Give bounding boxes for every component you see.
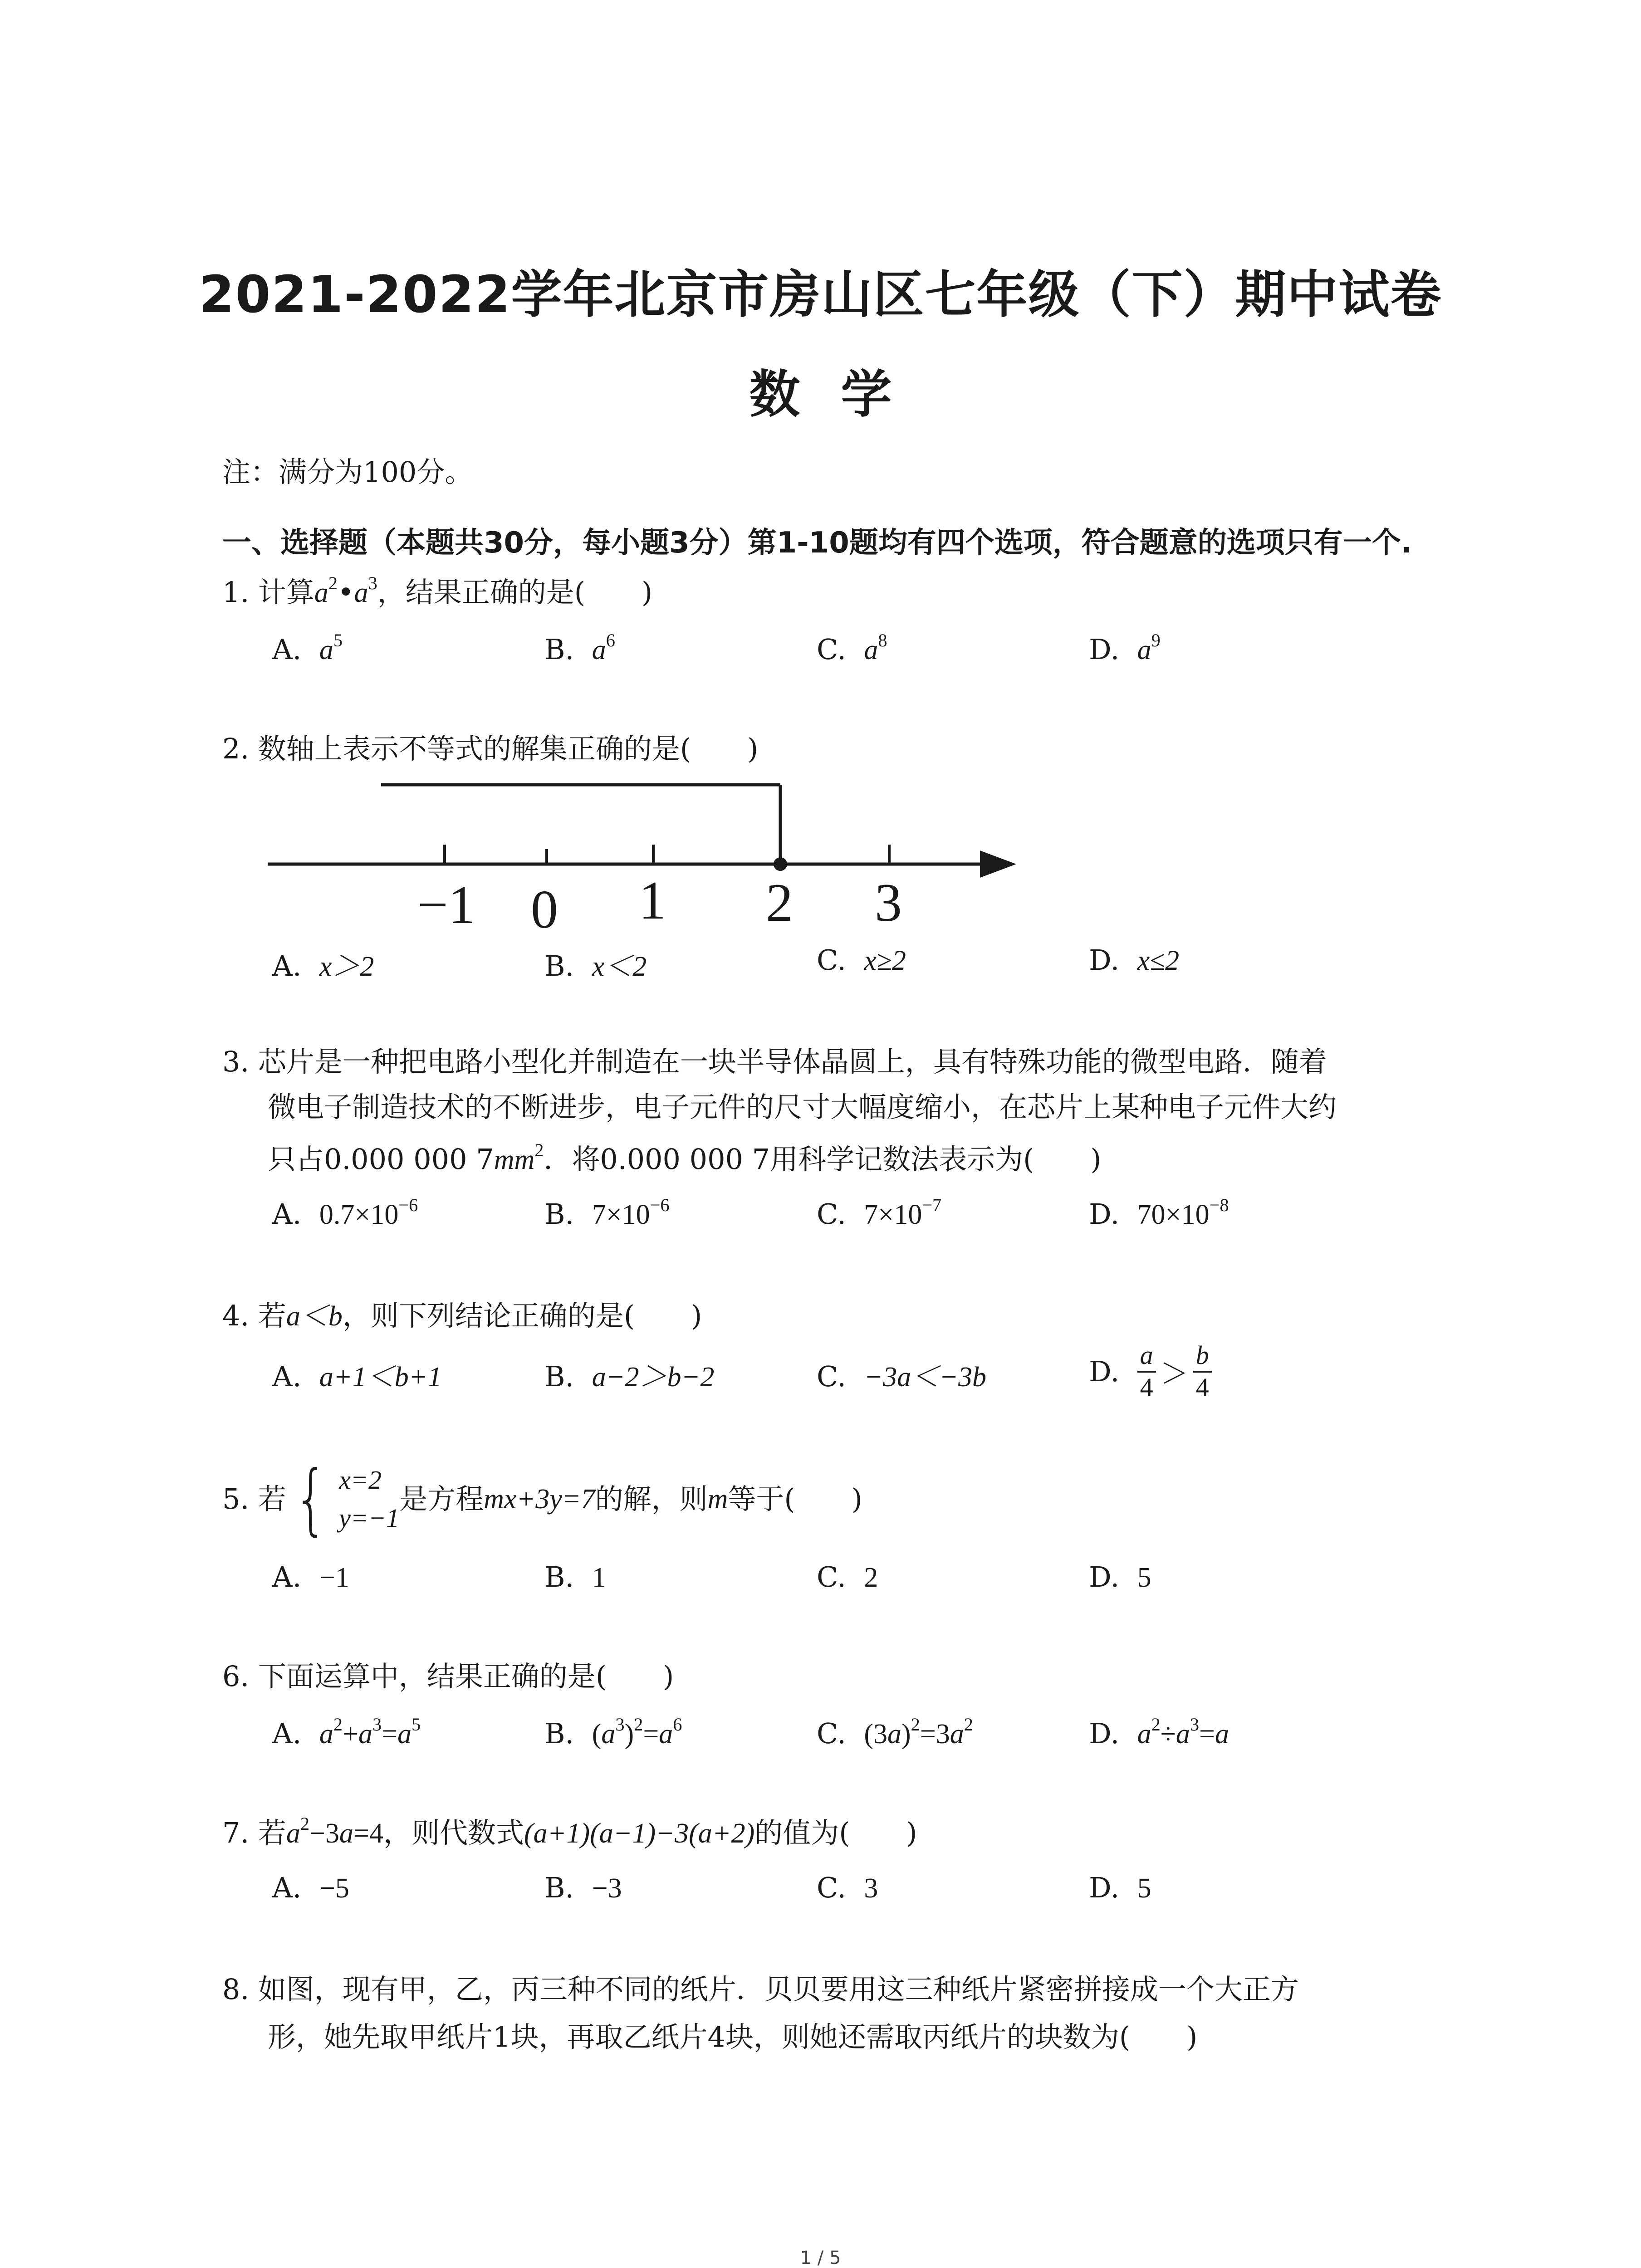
q4-option-a: A. a+1＜b+1 xyxy=(272,1360,442,1393)
q4-option-d: D. $\frac{a}{4}$ ＞ $\frac{b}{4}$ xyxy=(1089,1340,1212,1403)
q1-option-d: D. $a^9$ xyxy=(1089,630,1161,666)
q4-option-b: B. a−2＞b−2 xyxy=(544,1360,715,1393)
question-7: 7. 若$a^2-3a=4$，则代数式(a+1)(a−1)−3(a+2)的值为( ) xyxy=(222,1813,917,1849)
axis-arrow-icon xyxy=(980,850,1016,878)
exam-title: 2021-2022学年北京市房山区七年级（下）期中试卷 xyxy=(199,265,1442,324)
q2-option-c: C. x≥2 xyxy=(817,943,906,977)
subject-title: 数学 xyxy=(749,365,933,424)
question-1: 1. 计算$a^2•a^3$，结果正确的是( ) xyxy=(222,572,653,609)
q5-option-b: B. 1 xyxy=(544,1560,606,1593)
q1-option-a: A. $a^5$ xyxy=(272,630,343,666)
q5-option-d: D. 5 xyxy=(1089,1560,1151,1593)
q6-option-a: A. $a^2+a^3=a^5$ xyxy=(272,1714,421,1750)
q1-option-b: B. $a^6$ xyxy=(544,630,615,666)
question-8-line-1: 8. 如图，现有甲，乙，丙三种不同的纸片．贝贝要用这三种纸片紧密拼接成一个大正方 xyxy=(222,1973,1299,2006)
q3-option-b: B. $7\times 10^{-6}$ xyxy=(544,1194,670,1231)
q7-option-b: B. −3 xyxy=(544,1871,622,1904)
question-6: 6. 下面运算中，结果正确的是( ) xyxy=(222,1660,674,1693)
q3-option-a: A. $0.7\times 10^{-6}$ xyxy=(272,1194,418,1231)
axis-label-2: 2 xyxy=(766,872,793,933)
q1-option-c: C. $a^8$ xyxy=(817,630,887,666)
q2-option-b: B. x＜2 xyxy=(544,949,647,982)
q6-option-b: B. $(a^3)^2=a^6$ xyxy=(544,1714,682,1750)
question-3-line-2: 微电子制造技术的不断进步，电子元件的尺寸大幅度缩小，在芯片上某种电子元件大约 xyxy=(268,1090,1337,1124)
q3-option-c: C. $7\times 10^{-7}$ xyxy=(817,1194,942,1231)
score-note: 注：满分为100分。 xyxy=(222,455,473,489)
left-brace-icon: { xyxy=(294,1454,328,1544)
page-number: 1 / 5 xyxy=(800,2248,841,2268)
axis-label-neg1: −1 xyxy=(417,875,475,935)
question-3-line-1: 3. 芯片是一种把电路小型化并制造在一块半导体晶圆上，具有特殊功能的微型电路．随着 xyxy=(222,1045,1327,1078)
question-5: 5. 若 { x=2 y=−1 是方程 mx+3y=7 的解，则 m 等于( ) xyxy=(222,1454,862,1544)
q2-option-d: D. x≤2 xyxy=(1089,943,1180,977)
section-heading: 一、选择题（本题共30分，每小题3分）第1-10题均有四个选项，符合题意的选项只有一个. xyxy=(222,526,1412,560)
question-4: 4. 若a＜b，则下列结论正确的是( ) xyxy=(222,1299,702,1332)
question-2: 2. 数轴上表示不等式的解集正确的是( ) xyxy=(222,732,759,765)
q5-option-c: C. 2 xyxy=(817,1560,878,1593)
q5-option-a: A. −1 xyxy=(272,1560,349,1593)
number-line xyxy=(254,767,1025,948)
q7-option-a: A. −5 xyxy=(272,1871,349,1904)
q7-option-c: C. 3 xyxy=(817,1871,878,1904)
axis-label-3: 3 xyxy=(875,872,902,933)
q6-option-d: D. $a^2\div a^3=a$ xyxy=(1089,1714,1229,1750)
q2-option-a: A. x＞2 xyxy=(272,949,374,982)
question-3-line-3: 只占0.000 000 $7mm^2$．将0.000 000 7用科学记数法表示为( ) xyxy=(268,1139,1102,1176)
q3-option-d: D. $70\times 10^{-8}$ xyxy=(1089,1194,1229,1231)
q7-option-d: D. 5 xyxy=(1089,1871,1151,1904)
fraction-a-over-4: $\frac{a}{4}$ xyxy=(1137,1340,1156,1403)
q6-option-c: C. $(3a)^2=3a^2$ xyxy=(817,1714,973,1750)
q4-option-c: C. −3a＜−3b xyxy=(817,1360,987,1393)
equation-system: { x=2 y=−1 xyxy=(294,1454,400,1544)
closed-point xyxy=(774,857,787,871)
fraction-b-over-4: $\frac{b}{4}$ xyxy=(1193,1340,1212,1403)
question-8-line-2: 形，她先取甲纸片1块，再取乙纸片4块，则她还需取丙纸片的块数为( ) xyxy=(268,2020,1198,2053)
axis-label-0: 0 xyxy=(531,879,558,939)
axis-label-1: 1 xyxy=(639,870,666,930)
